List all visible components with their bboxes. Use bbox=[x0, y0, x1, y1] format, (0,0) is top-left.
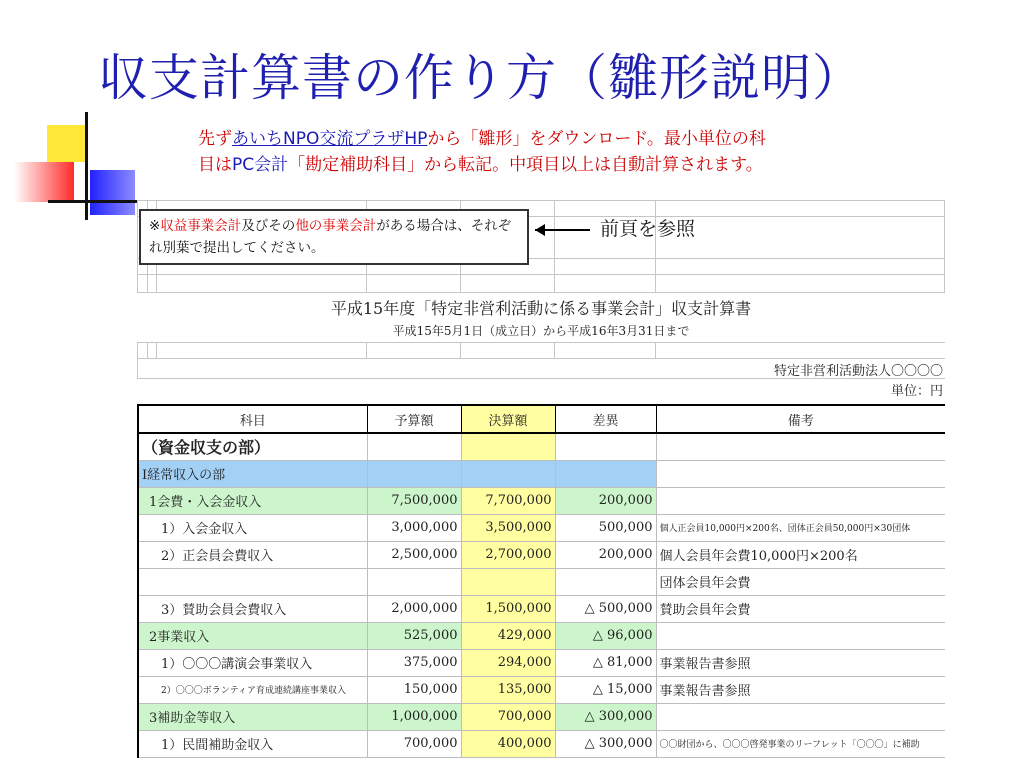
grid-line bbox=[156, 342, 157, 358]
row-note[interactable]: 個人会員年会費10,000円×200名 bbox=[656, 541, 945, 568]
row-label[interactable]: Ⅰ経常収入の部 bbox=[138, 460, 367, 487]
row-label[interactable]: 1）入会金収入 bbox=[138, 514, 367, 541]
row-budget[interactable]: 3,000,000 bbox=[367, 514, 461, 541]
row-diff[interactable] bbox=[555, 433, 656, 460]
grid-line bbox=[554, 342, 555, 358]
table-row bbox=[138, 730, 945, 757]
row-actual[interactable] bbox=[461, 460, 555, 487]
subtitle-prefix: 先ず bbox=[198, 129, 232, 149]
header-budget: 予算額 bbox=[367, 405, 461, 433]
row-note[interactable] bbox=[656, 703, 945, 730]
row-budget[interactable]: 7,500,000 bbox=[367, 487, 461, 514]
table-row bbox=[138, 433, 945, 460]
row-budget[interactable]: 1,000,000 bbox=[367, 703, 461, 730]
statement-title: 平成15年度「特定非営利活動に係る事業会計」収支計算書 bbox=[330, 299, 752, 318]
grid-line bbox=[137, 292, 945, 293]
grid-line bbox=[460, 342, 461, 358]
header-actual: 決算額 bbox=[461, 405, 555, 433]
row-actual[interactable] bbox=[461, 433, 555, 460]
deco-horizontal-line bbox=[48, 200, 138, 203]
row-actual[interactable]: 429,000 bbox=[461, 622, 555, 649]
table-header-row bbox=[138, 405, 945, 433]
slide-subtitle bbox=[198, 126, 918, 178]
note-prefix: ※ bbox=[149, 218, 161, 234]
subtitle-text-3: 「勘定補助科目」から転記。中項目以上は自動計算されます。 bbox=[288, 155, 763, 175]
row-diff[interactable]: △ 500,000 bbox=[555, 595, 656, 622]
row-actual[interactable]: 1,500,000 bbox=[461, 595, 555, 622]
row-diff[interactable]: 200,000 bbox=[555, 487, 656, 514]
row-diff[interactable]: 200,000 bbox=[555, 541, 656, 568]
row-note[interactable] bbox=[656, 460, 945, 487]
row-actual[interactable]: 294,000 bbox=[461, 649, 555, 676]
table-row bbox=[138, 649, 945, 676]
table-row bbox=[138, 514, 945, 541]
row-actual[interactable]: 3,500,000 bbox=[461, 514, 555, 541]
unit-label: 単位：円 bbox=[890, 384, 943, 399]
table-row bbox=[138, 460, 945, 487]
note-red-1: 収益事業会計 bbox=[160, 218, 242, 234]
grid-line bbox=[137, 358, 945, 359]
row-label[interactable]: 1）民間補助金収入 bbox=[138, 730, 367, 757]
arrow-label: 前頁を参照 bbox=[600, 218, 696, 240]
statement-period: 平成15年5月1日（成立日）から平成16年3月31日まで bbox=[392, 324, 690, 338]
grid-line bbox=[137, 200, 945, 201]
grid-line bbox=[655, 342, 656, 358]
subtitle-text-1: から「雛形」をダウンロード。最小単位の科 bbox=[427, 129, 766, 149]
row-budget[interactable] bbox=[367, 433, 461, 460]
row-label[interactable]: 2事業収入 bbox=[138, 622, 367, 649]
row-actual[interactable]: 135,000 bbox=[461, 676, 555, 703]
grid-line bbox=[554, 200, 555, 292]
table-row bbox=[138, 487, 945, 514]
grid-line bbox=[147, 342, 148, 358]
row-label[interactable]: 1）〇〇〇講演会事業収入 bbox=[138, 649, 367, 676]
row-diff[interactable]: △ 96,000 bbox=[555, 622, 656, 649]
row-actual[interactable]: 7,700,000 bbox=[461, 487, 555, 514]
arrow-shaft bbox=[535, 229, 590, 231]
row-label[interactable]: 3補助金等収入 bbox=[138, 703, 367, 730]
table-row bbox=[138, 595, 945, 622]
subtitle-pc-kaikei: PC会計 bbox=[232, 155, 289, 175]
row-label[interactable]: （資金収支の部） bbox=[138, 433, 367, 460]
header-kamoku: 科目 bbox=[138, 405, 367, 433]
row-note[interactable]: 賛助会員年会費 bbox=[656, 595, 945, 622]
spreadsheet bbox=[137, 200, 945, 768]
row-label[interactable] bbox=[138, 568, 367, 595]
table-row bbox=[138, 676, 945, 703]
row-actual[interactable] bbox=[461, 568, 555, 595]
note-text-2: がある場合は、それぞれ別葉で提出してください。 bbox=[149, 218, 512, 256]
deco-vertical-line bbox=[85, 112, 88, 220]
table-row bbox=[138, 622, 945, 649]
grid-line bbox=[366, 342, 367, 358]
grid-line bbox=[137, 342, 945, 343]
row-note[interactable]: 団体会員年会費 bbox=[656, 568, 945, 595]
grid-line bbox=[137, 274, 945, 275]
grid-line bbox=[137, 200, 138, 292]
note-text-1: 及びその bbox=[241, 218, 296, 234]
deco-yellow-square bbox=[47, 125, 87, 162]
table-row bbox=[138, 568, 945, 595]
subtitle-link[interactable]: あいちNPO交流プラザHP bbox=[232, 129, 428, 149]
budget-table bbox=[137, 404, 945, 758]
row-budget[interactable]: 700,000 bbox=[367, 730, 461, 757]
grid-line bbox=[944, 200, 945, 292]
slide-title: 収支計算書の作り方（雛形説明） bbox=[98, 49, 863, 107]
table-row bbox=[138, 703, 945, 730]
row-note[interactable] bbox=[656, 433, 945, 460]
note-red-2: 他の事業会計 bbox=[295, 218, 377, 234]
row-diff[interactable] bbox=[555, 568, 656, 595]
row-budget[interactable]: 2,500,000 bbox=[367, 541, 461, 568]
row-diff[interactable]: △ 300,000 bbox=[555, 703, 656, 730]
deco-blue-square bbox=[90, 170, 135, 215]
row-actual[interactable]: 700,000 bbox=[461, 703, 555, 730]
row-diff[interactable] bbox=[555, 460, 656, 487]
table-row bbox=[138, 541, 945, 568]
row-note[interactable]: 事業報告書参照 bbox=[656, 676, 945, 703]
row-diff[interactable]: 500,000 bbox=[555, 514, 656, 541]
row-diff[interactable]: △ 15,000 bbox=[555, 676, 656, 703]
row-budget[interactable] bbox=[367, 568, 461, 595]
header-diff: 差異 bbox=[555, 405, 656, 433]
row-diff[interactable]: △ 300,000 bbox=[555, 730, 656, 757]
header-note: 備考 bbox=[656, 405, 945, 433]
row-budget[interactable]: 150,000 bbox=[367, 676, 461, 703]
row-label[interactable]: 2）〇〇〇ボランティア育成連続講座事業収入 bbox=[138, 676, 367, 703]
row-note[interactable] bbox=[656, 622, 945, 649]
row-label[interactable]: 2）正会員会費収入 bbox=[138, 541, 367, 568]
row-budget[interactable]: 2,000,000 bbox=[367, 595, 461, 622]
row-actual[interactable]: 2,700,000 bbox=[461, 541, 555, 568]
grid-line bbox=[137, 342, 138, 378]
row-budget[interactable]: 525,000 bbox=[367, 622, 461, 649]
row-actual[interactable]: 400,000 bbox=[461, 730, 555, 757]
row-budget[interactable]: 375,000 bbox=[367, 649, 461, 676]
row-diff[interactable]: △ 81,000 bbox=[555, 649, 656, 676]
row-note[interactable] bbox=[656, 487, 945, 514]
row-note[interactable]: 〇〇財団から、〇〇〇啓発事業のリーフレット「〇〇〇」に補助 bbox=[656, 730, 945, 757]
row-label[interactable]: 3）賛助会員会費収入 bbox=[138, 595, 367, 622]
deco-red-gradient bbox=[14, 162, 74, 202]
row-note[interactable]: 個人正会員10,000円×200名、団体正会員50,000円×30団体 bbox=[656, 514, 945, 541]
subtitle-text-2: 目は bbox=[198, 155, 232, 175]
organization-name: 特定非営利活動法人〇〇〇〇 bbox=[773, 364, 943, 379]
callout-note bbox=[139, 209, 529, 265]
row-budget[interactable] bbox=[367, 460, 461, 487]
row-label[interactable]: 1会費・入会金収入 bbox=[138, 487, 367, 514]
row-note[interactable]: 事業報告書参照 bbox=[656, 649, 945, 676]
